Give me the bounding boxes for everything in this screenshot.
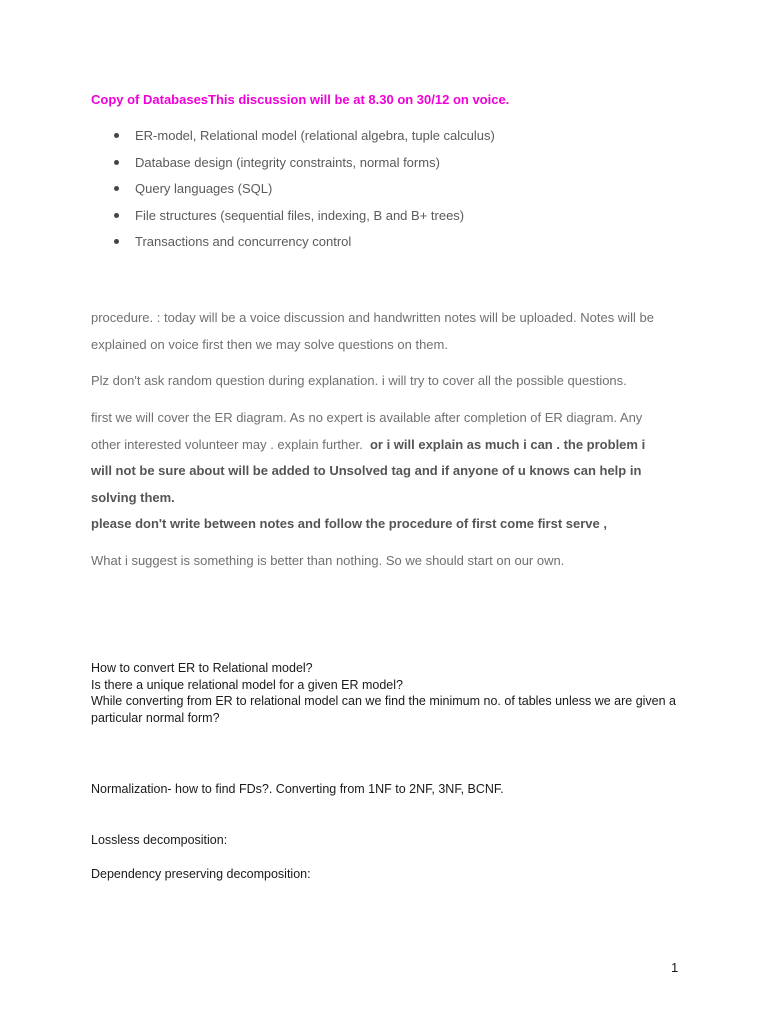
question-line: How to convert ER to Relational model? [91,661,313,675]
procedure-paragraph [91,305,691,358]
procedure-line: procedure. : today will be a voice discussion and handwritten notes will be uploaded. Notes will be [91,310,654,325]
first-paragraph [91,405,691,511]
bold-line: solving them. [91,489,175,505]
topic-text: ER-model, Relational model (relational algebra, tuple calculus) [135,128,495,143]
procedure-line: explained on voice first then we may solve questions on them. [91,336,448,352]
plz-paragraph: Plz don't ask random question during explanation. i will try to cover all the possible questions. [91,373,627,388]
topic-text: File structures (sequential files, indexing, B and B+ trees) [135,207,465,223]
first-line-plain: other interested volunteer may . explain further. [91,436,363,452]
bullet-icon [114,239,119,244]
list-item [114,181,495,208]
document-title: Copy of DatabasesThis discussion will be at 8.30 on 30/12 on voice. [91,92,510,107]
list-item [114,208,495,235]
first-line-bold: or i will explain as much i can . the problem i [369,436,646,452]
topic-list [114,128,495,261]
lossless-line: Lossless decomposition: [91,833,228,847]
topic-text: Transactions and concurrency control [135,234,352,249]
questions-block [91,660,711,726]
list-item [114,155,495,182]
first-line-mixed [91,432,691,459]
list-item [114,128,495,155]
normalization-line: Normalization- how to find FDs?. Converting from 1NF to 2NF, 3NF, BCNF. [91,782,504,796]
question-line: While converting from ER to relational model can we find the minimum no. of tables unless we are given a [91,694,677,708]
topic-text: Query languages (SQL) [135,181,273,196]
bullet-icon [114,160,119,165]
question-line: particular normal form? [91,710,220,725]
bullet-icon [114,133,119,138]
bullet-icon [114,186,119,191]
bold-line: will not be sure about will be added to Unsolved tag and if anyone of u knows can help in [91,463,642,478]
please-paragraph: please don't write between notes and follow the procedure of first come first serve , [91,516,607,531]
list-item [114,234,495,261]
dependency-line: Dependency preserving decomposition: [91,867,311,881]
bullet-icon [114,213,119,218]
question-line: Is there a unique relational model for a given ER model? [91,677,403,692]
suggest-paragraph: What i suggest is something is better than nothing. So we should start on our own. [91,553,565,568]
topic-text: Database design (integrity constraints, normal forms) [135,154,440,170]
page-number: 1 [671,960,679,975]
first-line: first we will cover the ER diagram. As no expert is available after completion of ER diagram. Any [91,410,643,425]
